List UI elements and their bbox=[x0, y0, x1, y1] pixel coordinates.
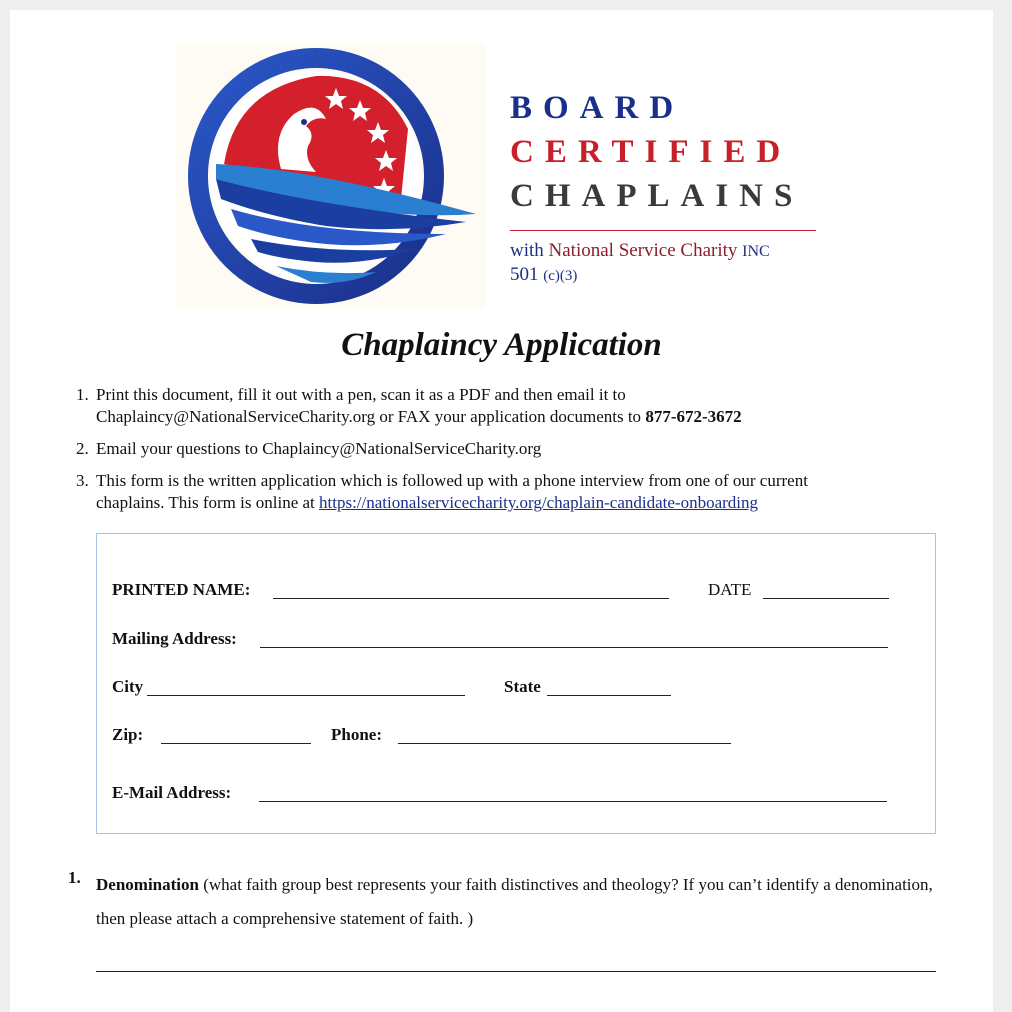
phone-label: Phone: bbox=[331, 725, 382, 744]
city-label: City bbox=[112, 677, 144, 696]
mailing-address-label: Mailing Address: bbox=[112, 629, 237, 648]
printed-name-label: PRINTED NAME: bbox=[112, 580, 251, 599]
instructions-list bbox=[76, 384, 956, 524]
denomination-heading: Denomination bbox=[96, 875, 199, 894]
date-field[interactable] bbox=[763, 598, 889, 599]
state-label: State bbox=[504, 677, 541, 696]
org-name-line-1: BOARD bbox=[510, 90, 685, 126]
sub-charity: National Service Charity bbox=[548, 240, 738, 261]
printed-name-field[interactable] bbox=[273, 598, 669, 599]
mailing-address-field[interactable] bbox=[260, 647, 888, 648]
fax-number: 877-672-3672 bbox=[645, 407, 742, 426]
instruction-text: Email your questions to Chaplaincy@NationalServiceCharity.org bbox=[96, 439, 542, 458]
instruction-item bbox=[76, 470, 956, 514]
sub-with: with bbox=[510, 240, 544, 261]
org-name-line-3: CHAPLAINS bbox=[510, 178, 804, 214]
zip-label: Zip: bbox=[112, 725, 144, 744]
instruction-item bbox=[76, 438, 956, 460]
org-name-line-2: CERTIFIED bbox=[510, 134, 792, 170]
org-tax-status bbox=[510, 264, 577, 286]
sub-inc: INC bbox=[742, 243, 770, 260]
sub-c3: (c)(3) bbox=[543, 268, 578, 284]
org-subtitle bbox=[510, 240, 770, 262]
city-field[interactable] bbox=[147, 695, 465, 696]
eagle-emblem-icon bbox=[176, 44, 486, 308]
divider bbox=[510, 230, 816, 231]
applicant-info-box bbox=[96, 533, 936, 834]
document-page bbox=[10, 10, 993, 1012]
instruction-item bbox=[76, 384, 956, 428]
phone-field[interactable] bbox=[398, 743, 731, 744]
instruction-number: 3. bbox=[76, 471, 89, 490]
page-title: Chaplaincy Application bbox=[341, 327, 662, 363]
instruction-text: Chaplaincy@NationalServiceCharity.org or FAX your application documents to bbox=[96, 407, 642, 426]
date-label: DATE bbox=[708, 580, 752, 599]
instruction-number: 2. bbox=[76, 439, 89, 458]
instruction-text: This form is the written application which is followed up with a phone interview from one of our current bbox=[96, 471, 808, 490]
denomination-question bbox=[96, 868, 966, 936]
section-number: 1. bbox=[68, 868, 81, 887]
zip-field[interactable] bbox=[161, 743, 311, 744]
email-label: E-Mail Address: bbox=[112, 783, 232, 802]
instruction-text: chaplains. This form is online at bbox=[96, 493, 315, 512]
logo bbox=[176, 44, 486, 308]
email-field[interactable] bbox=[259, 801, 887, 802]
instruction-text: Print this document, fill it out with a pen, scan it as a PDF and then email it to bbox=[96, 385, 626, 404]
instruction-number: 1. bbox=[76, 385, 89, 404]
denomination-answer-field[interactable] bbox=[96, 971, 936, 972]
denomination-text: (what faith group best represents your faith distinctives and theology? If you can’t identify a denomination, then please attach a comprehensive statement of faith. ) bbox=[96, 875, 933, 928]
sub-501: 501 bbox=[510, 264, 539, 285]
onboarding-link[interactable]: https://nationalservicecharity.org/chaplain-candidate-onboarding bbox=[319, 493, 759, 512]
state-field[interactable] bbox=[547, 695, 671, 696]
